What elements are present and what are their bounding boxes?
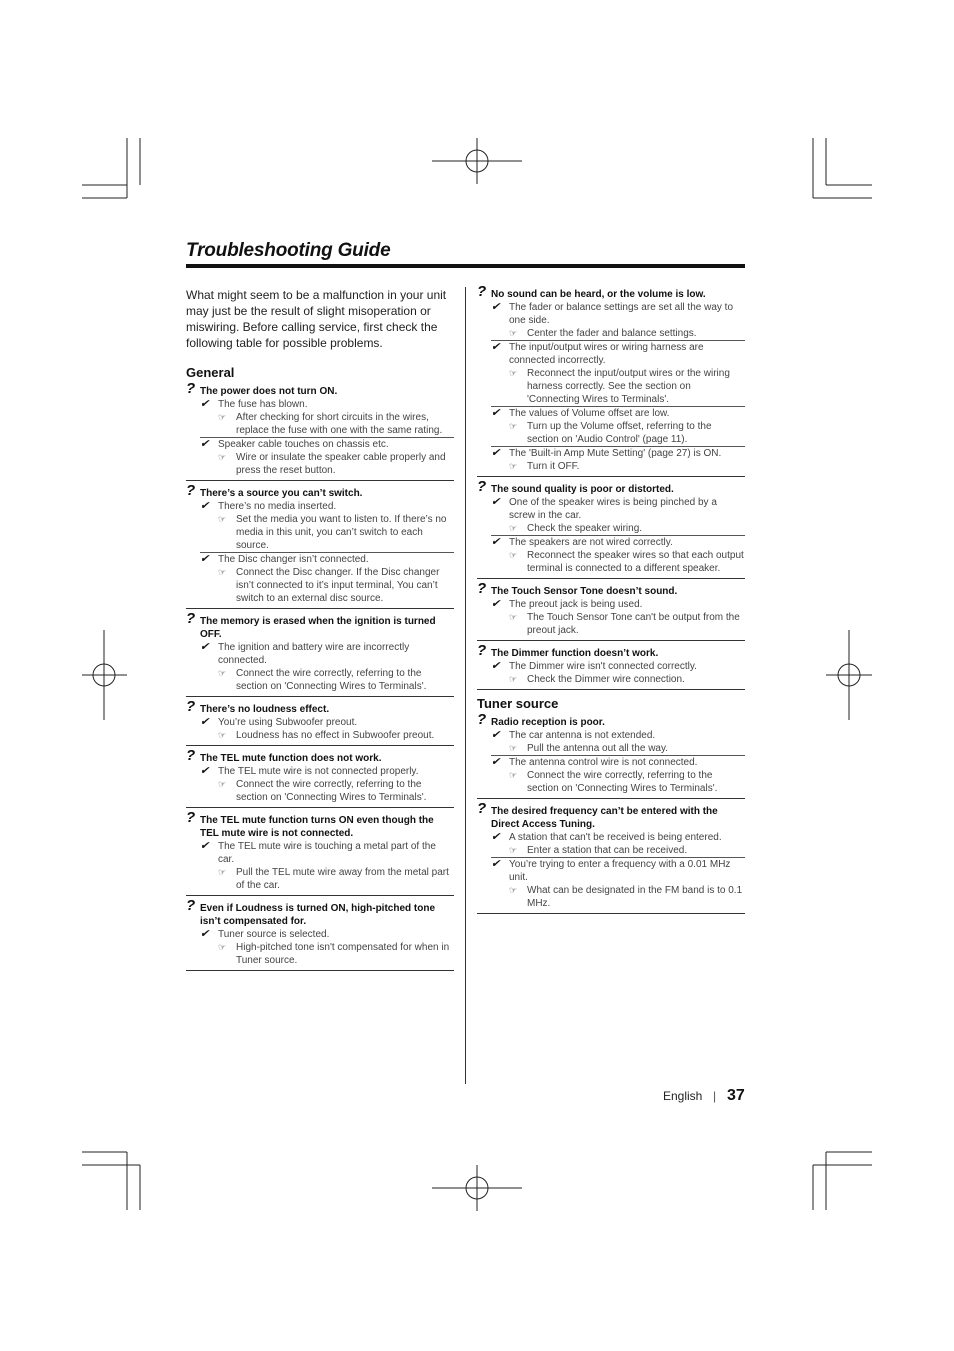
cause-item — [477, 496, 745, 522]
cause-text: One of the speaker wires is being pinched by a screw in the car. — [509, 497, 717, 521]
problem-question — [186, 482, 454, 500]
section-tuner-source — [477, 696, 745, 914]
checkmark-icon: ✔ — [491, 407, 501, 419]
problem-question — [477, 283, 745, 301]
checkmark-icon: ✔ — [200, 641, 210, 653]
cause-text: The Disc changer isn’t connected. — [218, 554, 369, 565]
remedy-text: Turn up the Volume offset, referring to the section on 'Audio Control' (page 11). — [527, 421, 712, 445]
section-title: General — [186, 365, 235, 380]
remedy-item — [186, 729, 454, 742]
pointing-hand-icon: ☞ — [509, 845, 518, 855]
problem-item — [186, 610, 454, 697]
cause-text: The input/output wires or wiring harness are connected incorrectly. — [509, 342, 704, 366]
problem-item — [186, 809, 454, 896]
footer-language: English — [663, 1089, 703, 1103]
checkmark-icon: ✔ — [491, 536, 501, 548]
remedy-item — [186, 866, 454, 892]
pointing-hand-icon: ☞ — [509, 368, 518, 378]
cause-text: The preout jack is being used. — [509, 599, 643, 610]
question-mark-icon: ? — [477, 642, 487, 659]
cause-text: You’re using Subwoofer preout. — [218, 717, 358, 728]
problem-question-text: Radio reception is poor. — [491, 717, 605, 728]
checkmark-icon: ✔ — [200, 398, 210, 410]
remedy-item — [186, 778, 454, 804]
cause-item — [491, 406, 745, 420]
question-mark-icon: ? — [477, 478, 487, 495]
problem-question-text: No sound can be heard, or the volume is low. — [491, 289, 706, 300]
section-title: Tuner source — [477, 696, 559, 711]
remedy-item — [477, 673, 745, 686]
cause-text: Speaker cable touches on chassis etc. — [218, 439, 389, 450]
intro-paragraph: What might seem to be a malfunction in your unit may just be the result of slight misoperation or miswiring. Before calling service, first check the following table for possible problems. — [186, 288, 447, 350]
problem-question — [186, 698, 454, 716]
pointing-hand-icon: ☞ — [218, 514, 227, 524]
remedy-text: The Touch Sensor Tone can't be output from the preout jack. — [527, 612, 740, 636]
problem-question — [186, 897, 454, 928]
cause-text: The TEL mute wire is touching a metal part of the car. — [218, 841, 436, 865]
question-mark-icon: ? — [186, 809, 196, 826]
page-number: 37 — [727, 1087, 745, 1104]
problem-question-text: There’s a source you can’t switch. — [200, 488, 363, 499]
pointing-hand-icon: ☞ — [509, 674, 518, 684]
pointing-hand-icon: ☞ — [218, 942, 227, 952]
problem-item — [186, 482, 454, 609]
pointing-hand-icon: ☞ — [509, 550, 518, 560]
remedy-item — [477, 884, 745, 910]
cause-item — [200, 437, 454, 451]
cause-text: A station that can't be received is being entered. — [509, 832, 722, 843]
remedy-item — [477, 549, 745, 575]
right-column — [477, 283, 745, 920]
remedy-text: Wire or insulate the speaker cable properly and press the reset button. — [236, 452, 446, 476]
cause-item — [477, 729, 745, 742]
remedy-text: Connect the Disc changer. If the Disc changer isn’t connected to it’s input terminal, You can’t switch to an external disc source. — [236, 567, 440, 604]
problem-question — [477, 711, 745, 729]
checkmark-icon: ✔ — [491, 756, 501, 768]
problem-question-text: The Touch Sensor Tone doesn’t sound. — [491, 586, 678, 597]
checkmark-icon: ✔ — [200, 438, 210, 450]
remedy-text: Pull the antenna out all the way. — [527, 743, 669, 754]
pointing-hand-icon: ☞ — [218, 867, 227, 877]
cause-text: There’s no media inserted. — [218, 501, 337, 512]
problem-item — [477, 800, 745, 914]
question-mark-icon: ? — [186, 482, 196, 499]
remedy-text: Check the speaker wiring. — [527, 523, 643, 534]
remedy-text: Enter a station that can be received. — [527, 845, 688, 856]
remedy-item — [186, 941, 454, 967]
pointing-hand-icon: ☞ — [218, 567, 227, 577]
remedy-item — [186, 667, 454, 693]
question-mark-icon: ? — [477, 800, 487, 817]
checkmark-icon: ✔ — [200, 840, 210, 852]
cause-item — [186, 500, 454, 513]
problem-question-text: The TEL mute function turns ON even though the TEL mute wire is not connected. — [200, 815, 434, 839]
pointing-hand-icon: ☞ — [218, 730, 227, 740]
problem-question-text: There’s no loudness effect. — [200, 704, 330, 715]
checkmark-icon: ✔ — [491, 598, 501, 610]
problem-item — [477, 580, 745, 641]
question-mark-icon: ? — [186, 747, 196, 764]
cause-text: The antenna control wire is not connected. — [509, 757, 698, 768]
question-mark-icon: ? — [186, 698, 196, 715]
remedy-item — [477, 420, 745, 446]
checkmark-icon: ✔ — [200, 765, 210, 777]
cause-text: The Dimmer wire isn't connected correctly. — [509, 661, 697, 672]
checkmark-icon: ✔ — [491, 831, 501, 843]
cause-item — [491, 446, 745, 460]
page-title: Troubleshooting Guide — [186, 240, 391, 261]
remedy-item — [186, 566, 454, 605]
left-column — [186, 287, 454, 977]
question-mark-icon: ? — [186, 897, 196, 914]
title-rule — [186, 264, 745, 268]
remedy-text: Connect the wire correctly, referring to the section on 'Connecting Wires to Terminals'. — [236, 668, 427, 692]
remedy-text: Check the Dimmer wire connection. — [527, 674, 685, 685]
cause-item — [491, 857, 745, 884]
column-divider — [465, 287, 466, 1084]
remedy-text: What can be designated in the FM band is to 0.1 MHz. — [527, 885, 743, 909]
cause-item — [491, 340, 745, 367]
checkmark-icon: ✔ — [491, 341, 501, 353]
checkmark-icon: ✔ — [200, 928, 210, 940]
remedy-item — [477, 844, 745, 857]
problem-item — [477, 478, 745, 579]
remedy-text: Connect the wire correctly, referring to the section on 'Connecting Wires to Terminals'. — [527, 770, 718, 794]
problem-question — [477, 800, 745, 831]
checkmark-icon: ✔ — [200, 716, 210, 728]
problem-question-text: The Dimmer function doesn’t work. — [491, 648, 659, 659]
pointing-hand-icon: ☞ — [218, 779, 227, 789]
cause-item — [477, 660, 745, 673]
cause-item — [186, 928, 454, 941]
section-general-continued — [477, 283, 745, 690]
pointing-hand-icon: ☞ — [218, 452, 227, 462]
question-mark-icon: ? — [477, 580, 487, 597]
cause-text: The fader or balance settings are set all the way to one side. — [509, 302, 734, 326]
problem-question — [186, 809, 454, 840]
problem-question — [186, 747, 454, 765]
remedy-item — [186, 411, 454, 437]
remedy-item — [477, 742, 745, 755]
problem-question — [477, 580, 745, 598]
cause-item — [186, 840, 454, 866]
remedy-text: Connect the wire correctly, referring to the section on 'Connecting Wires to Terminals'. — [236, 779, 427, 803]
problem-question — [477, 642, 745, 660]
footer-separator: | — [713, 1089, 717, 1103]
checkmark-icon: ✔ — [200, 553, 210, 565]
cause-text: You’re trying to enter a frequency with a 0.01 MHz unit. — [509, 859, 731, 883]
remedy-item — [477, 367, 745, 406]
question-mark-icon: ? — [186, 610, 196, 627]
pointing-hand-icon: ☞ — [509, 523, 518, 533]
cause-text: The 'Built-in Amp Mute Setting' (page 27) is ON. — [509, 448, 722, 459]
remedy-text: Pull the TEL mute wire away from the metal part of the car. — [236, 867, 449, 891]
problem-item — [477, 283, 745, 477]
remedy-text: Reconnect the speaker wires so that each output terminal is connected to a different speaker. — [527, 550, 744, 574]
cause-item — [491, 535, 745, 549]
problem-item — [477, 642, 745, 690]
cause-item — [186, 765, 454, 778]
cause-text: The car antenna is not extended. — [509, 730, 656, 741]
remedy-text: Set the media you want to listen to. If there’s no media in this unit, you can’t switch to each source. — [236, 514, 447, 551]
problem-question — [186, 380, 454, 398]
checkmark-icon: ✔ — [491, 660, 501, 672]
cause-item — [186, 716, 454, 729]
problem-question-text: The desired frequency can’t be entered with the Direct Access Tuning. — [491, 806, 718, 830]
problem-question — [186, 610, 454, 641]
cause-item — [186, 398, 454, 411]
checkmark-icon: ✔ — [491, 858, 501, 870]
problem-question-text: The memory is erased when the ignition is turned OFF. — [200, 616, 436, 640]
pointing-hand-icon: ☞ — [509, 743, 518, 753]
checkmark-icon: ✔ — [491, 729, 501, 741]
checkmark-icon: ✔ — [491, 447, 501, 459]
pointing-hand-icon: ☞ — [218, 412, 227, 422]
problem-item — [477, 711, 745, 799]
pointing-hand-icon: ☞ — [218, 668, 227, 678]
remedy-text: Reconnect the input/output wires or the wiring harness correctly. See the section on 'Connecting Wires to Terminals'. — [527, 368, 730, 405]
problem-item — [186, 897, 454, 971]
pointing-hand-icon: ☞ — [509, 421, 518, 431]
problem-item — [186, 698, 454, 746]
remedy-text: Loudness has no effect in Subwoofer preout. — [236, 730, 435, 741]
checkmark-icon: ✔ — [200, 500, 210, 512]
cause-item — [477, 598, 745, 611]
problem-question-text: The sound quality is poor or distorted. — [491, 484, 674, 495]
cause-text: The ignition and battery wire are incorrectly connected. — [218, 642, 410, 666]
pointing-hand-icon: ☞ — [509, 328, 518, 338]
remedy-item — [477, 522, 745, 535]
remedy-item — [477, 611, 745, 637]
cause-text: The TEL mute wire is not connected properly. — [218, 766, 419, 777]
checkmark-icon: ✔ — [491, 496, 501, 508]
cause-item — [491, 755, 745, 769]
pointing-hand-icon: ☞ — [509, 770, 518, 780]
remedy-text: High-pitched tone isn't compensated for when in Tuner source. — [236, 942, 450, 966]
section-general — [186, 365, 454, 971]
cause-item — [477, 301, 745, 327]
question-mark-icon: ? — [186, 380, 196, 397]
cause-item — [477, 831, 745, 844]
cause-text: The fuse has blown. — [218, 399, 308, 410]
remedy-item — [477, 460, 745, 473]
problem-question-text: The TEL mute function does not work. — [200, 753, 382, 764]
checkmark-icon: ✔ — [491, 301, 501, 313]
problem-question-text: Even if Loudness is turned ON, high-pitched tone isn’t compensated for. — [200, 903, 436, 927]
pointing-hand-icon: ☞ — [509, 612, 518, 622]
cause-item — [186, 641, 454, 667]
cause-text: The speakers are not wired correctly. — [509, 537, 673, 548]
cause-text: Tuner source is selected. — [218, 929, 330, 940]
remedy-text: Center the fader and balance settings. — [527, 328, 697, 339]
pointing-hand-icon: ☞ — [509, 461, 518, 471]
remedy-text: After checking for short circuits in the wires, replace the fuse with one with the same rating. — [236, 412, 443, 436]
problem-item — [186, 747, 454, 808]
cause-item — [200, 552, 454, 566]
remedy-item — [477, 769, 745, 795]
problem-question-text: The power does not turn ON. — [200, 386, 338, 397]
question-mark-icon: ? — [477, 711, 487, 728]
remedy-item — [186, 513, 454, 552]
cause-text: The values of Volume offset are low. — [509, 408, 670, 419]
remedy-text: Turn it OFF. — [527, 461, 580, 472]
problem-item — [186, 380, 454, 481]
remedy-item — [186, 451, 454, 477]
pointing-hand-icon: ☞ — [509, 885, 518, 895]
problem-question — [477, 478, 745, 496]
remedy-item — [477, 327, 745, 340]
question-mark-icon: ? — [477, 283, 487, 300]
